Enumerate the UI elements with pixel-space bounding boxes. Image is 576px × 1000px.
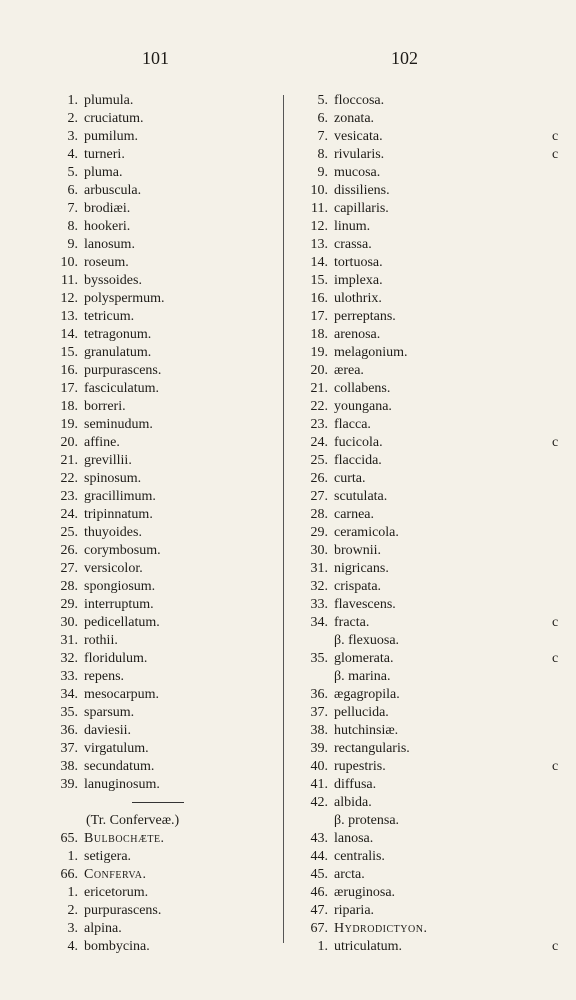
species-entry xyxy=(44,470,269,488)
species-entry xyxy=(294,434,564,452)
margin-mark: c xyxy=(552,615,559,630)
species-entry xyxy=(294,938,564,956)
species-entry xyxy=(44,902,269,920)
species-name: ceramicola. xyxy=(334,525,399,540)
species-name: utriculatum. xyxy=(334,939,403,954)
species-entry xyxy=(294,362,564,380)
species-name: roseum. xyxy=(84,255,129,270)
species-entry xyxy=(294,650,564,668)
variety-name: β. flexuosa. xyxy=(334,633,400,648)
species-entry xyxy=(44,236,269,254)
species-entry xyxy=(44,542,269,560)
species-entry xyxy=(44,776,269,794)
species-entry xyxy=(44,452,269,470)
entry-number: 23. xyxy=(310,417,328,432)
entry-number: 33. xyxy=(310,597,328,612)
species-entry xyxy=(294,884,564,902)
species-entry xyxy=(44,380,269,398)
species-name: lanuginosum. xyxy=(84,777,160,792)
species-name: affine. xyxy=(84,435,120,450)
species-entry xyxy=(294,290,564,308)
species-entry xyxy=(294,146,564,164)
species-entry xyxy=(44,416,269,434)
species-name: arbuscula. xyxy=(84,183,142,198)
species-entry xyxy=(294,344,564,362)
species-entry xyxy=(294,506,564,524)
species-name: purpurascens. xyxy=(84,903,162,918)
entry-number: 7. xyxy=(317,129,328,144)
entry-number: 34. xyxy=(60,687,78,702)
entry-number: 47. xyxy=(310,903,328,918)
species-name: carnea. xyxy=(334,507,375,522)
entry-number: 12. xyxy=(60,291,78,306)
entry-number: 9. xyxy=(317,165,328,180)
species-name: arcta. xyxy=(334,867,365,882)
species-name: pedicellatum. xyxy=(84,615,160,630)
entry-number: 37. xyxy=(310,705,328,720)
species-entry xyxy=(44,938,269,956)
entry-number: 25. xyxy=(60,525,78,540)
variety-entry xyxy=(294,632,564,650)
species-entry xyxy=(44,758,269,776)
entry-number: 18. xyxy=(60,399,78,414)
variety-entry xyxy=(294,812,564,830)
entry-number: 14. xyxy=(310,255,328,270)
section-heading xyxy=(44,812,269,830)
species-entry xyxy=(44,668,269,686)
species-entry xyxy=(294,578,564,596)
entry-number: 13. xyxy=(310,237,328,252)
species-entry xyxy=(44,506,269,524)
species-name: floccosa. xyxy=(334,93,385,108)
entry-number: 21. xyxy=(310,381,328,396)
genus-entry xyxy=(44,830,269,848)
entry-number: 3. xyxy=(67,921,78,936)
species-name: vesicata. xyxy=(334,129,383,144)
species-name: fucicola. xyxy=(334,435,383,450)
entry-number: 10. xyxy=(60,255,78,270)
species-entry xyxy=(294,164,564,182)
species-name: grevillii. xyxy=(84,453,132,468)
species-name: fasciculatum. xyxy=(84,381,160,396)
species-name: repens. xyxy=(84,669,125,684)
species-name: virgatulum. xyxy=(84,741,149,756)
entry-number: 9. xyxy=(67,237,78,252)
entry-number: 17. xyxy=(60,381,78,396)
species-name: versicolor. xyxy=(84,561,143,576)
species-name: flaccida. xyxy=(334,453,382,468)
species-name: tortuosa. xyxy=(334,255,383,270)
entry-number: 8. xyxy=(67,219,78,234)
species-name: ærea. xyxy=(334,363,364,378)
species-name: tetricum. xyxy=(84,309,135,324)
species-entry xyxy=(294,614,564,632)
species-name: ericetorum. xyxy=(84,885,149,900)
species-name: hookeri. xyxy=(84,219,131,234)
species-name: alpina. xyxy=(84,921,122,936)
species-name: turneri. xyxy=(84,147,125,162)
species-entry xyxy=(294,758,564,776)
species-entry xyxy=(44,146,269,164)
entry-number: 32. xyxy=(60,651,78,666)
species-entry xyxy=(44,398,269,416)
entry-number: 67. xyxy=(310,921,328,936)
species-name: arenosa. xyxy=(334,327,381,342)
entry-number: 22. xyxy=(60,471,78,486)
entry-number: 30. xyxy=(60,615,78,630)
entry-number: 5. xyxy=(317,93,328,108)
entry-number: 11. xyxy=(61,273,78,288)
entry-number: 15. xyxy=(310,273,328,288)
entry-number: 23. xyxy=(60,489,78,504)
species-name: mesocarpum. xyxy=(84,687,160,702)
species-entry xyxy=(44,596,269,614)
species-entry xyxy=(294,704,564,722)
species-name: riparia. xyxy=(334,903,375,918)
species-entry xyxy=(44,740,269,758)
species-name: byssoides. xyxy=(84,273,142,288)
species-name: setigera. xyxy=(84,849,132,864)
entry-number: 18. xyxy=(310,327,328,342)
species-entry xyxy=(294,740,564,758)
species-name: floridulum. xyxy=(84,651,148,666)
entry-number: 24. xyxy=(310,435,328,450)
entry-number: 4. xyxy=(67,147,78,162)
species-entry xyxy=(294,110,564,128)
species-name: zonata. xyxy=(334,111,375,126)
entry-number: 35. xyxy=(60,705,78,720)
species-entry xyxy=(44,182,269,200)
entry-number: 16. xyxy=(60,363,78,378)
entry-number: 29. xyxy=(60,597,78,612)
entry-number: 41. xyxy=(310,777,328,792)
entry-number: 3. xyxy=(67,129,78,144)
entry-number: 28. xyxy=(60,579,78,594)
species-entry xyxy=(44,614,269,632)
entry-number: 20. xyxy=(310,363,328,378)
entry-number: 7. xyxy=(67,201,78,216)
margin-mark: c xyxy=(552,939,559,954)
species-name: spongiosum. xyxy=(84,579,156,594)
species-entry xyxy=(44,650,269,668)
species-entry xyxy=(294,218,564,236)
entry-number: 45. xyxy=(310,867,328,882)
species-entry xyxy=(294,236,564,254)
variety-name: β. protensa. xyxy=(334,813,400,828)
section-heading-text: (Tr. Confervеæ.) xyxy=(86,813,180,828)
species-name: rectangularis. xyxy=(334,741,410,756)
species-name: melagonium. xyxy=(334,345,408,360)
entry-number: 22. xyxy=(310,399,328,414)
margin-mark: c xyxy=(552,147,559,162)
species-name: brodiæi. xyxy=(84,201,131,216)
genus-name: Conferva. xyxy=(84,867,147,882)
entry-number: 13. xyxy=(60,309,78,324)
species-name: centralis. xyxy=(334,849,385,864)
species-entry xyxy=(44,200,269,218)
species-name: youngana. xyxy=(334,399,392,414)
entry-number: 36. xyxy=(60,723,78,738)
entry-number: 42. xyxy=(310,795,328,810)
species-name: curta. xyxy=(334,471,366,486)
species-name: crispata. xyxy=(334,579,382,594)
species-entry xyxy=(44,164,269,182)
entry-number: 24. xyxy=(60,507,78,522)
entry-number: 19. xyxy=(310,345,328,360)
entry-number: 40. xyxy=(310,759,328,774)
species-entry xyxy=(44,704,269,722)
entry-number: 31. xyxy=(60,633,78,648)
page-number-left: 101 xyxy=(142,48,169,68)
species-name: interruptum. xyxy=(84,597,154,612)
entry-number: 21. xyxy=(60,453,78,468)
species-entry xyxy=(294,488,564,506)
species-entry xyxy=(44,308,269,326)
entry-number: 8. xyxy=(317,147,328,162)
entry-number: 19. xyxy=(60,417,78,432)
species-entry xyxy=(294,542,564,560)
species-entry xyxy=(294,848,564,866)
entry-number: 6. xyxy=(317,111,328,126)
entry-number: 20. xyxy=(60,435,78,450)
species-name: sparsum. xyxy=(84,705,135,720)
entry-number: 27. xyxy=(60,561,78,576)
species-name: scutulata. xyxy=(334,489,388,504)
entry-number: 39. xyxy=(60,777,78,792)
species-name: daviesii. xyxy=(84,723,132,738)
species-name: linum. xyxy=(334,219,371,234)
species-name: æruginosa. xyxy=(334,885,396,900)
species-entry xyxy=(294,398,564,416)
species-entry xyxy=(294,92,564,110)
species-name: mucosa. xyxy=(334,165,381,180)
entry-number: 38. xyxy=(310,723,328,738)
right-column-list xyxy=(294,92,564,956)
species-name: dissiliens. xyxy=(334,183,390,198)
species-name: rupestris. xyxy=(334,759,386,774)
species-entry xyxy=(294,272,564,290)
species-name: rivularis. xyxy=(334,147,385,162)
entry-number: 35. xyxy=(310,651,328,666)
entry-number: 17. xyxy=(310,309,328,324)
species-name: hutchinsiæ. xyxy=(334,723,399,738)
species-entry xyxy=(44,686,269,704)
entry-number: 38. xyxy=(60,759,78,774)
entry-number: 28. xyxy=(310,507,328,522)
species-entry xyxy=(294,560,564,578)
species-entry xyxy=(294,902,564,920)
entry-number: 46. xyxy=(310,885,328,900)
entry-number: 25. xyxy=(310,453,328,468)
species-entry xyxy=(44,578,269,596)
species-name: thuyoides. xyxy=(84,525,142,540)
entry-number: 29. xyxy=(310,525,328,540)
species-entry xyxy=(294,380,564,398)
species-entry xyxy=(44,488,269,506)
species-name: flavescens. xyxy=(334,597,396,612)
species-entry xyxy=(294,776,564,794)
species-entry xyxy=(44,920,269,938)
entry-number: 5. xyxy=(67,165,78,180)
entry-number: 30. xyxy=(310,543,328,558)
genus-name: Bulbochæte. xyxy=(84,831,165,846)
entry-number: 43. xyxy=(310,831,328,846)
species-entry xyxy=(44,524,269,542)
entry-number: 26. xyxy=(310,471,328,486)
section-rule xyxy=(44,794,269,812)
species-name: pellucida. xyxy=(334,705,389,720)
entry-number: 16. xyxy=(310,291,328,306)
species-entry xyxy=(294,416,564,434)
entry-number: 1. xyxy=(317,939,328,954)
species-entry xyxy=(294,326,564,344)
entry-number: 31. xyxy=(310,561,328,576)
species-name: cruciatum. xyxy=(84,111,144,126)
species-entry xyxy=(44,272,269,290)
species-entry xyxy=(294,308,564,326)
species-entry xyxy=(294,128,564,146)
margin-mark: c xyxy=(552,435,559,450)
entry-number: 34. xyxy=(310,615,328,630)
species-entry xyxy=(294,452,564,470)
entry-number: 36. xyxy=(310,687,328,702)
species-entry xyxy=(294,686,564,704)
species-entry xyxy=(294,794,564,812)
species-name: tripinnatum. xyxy=(84,507,153,522)
species-name: collabens. xyxy=(334,381,391,396)
species-name: borreri. xyxy=(84,399,126,414)
species-entry xyxy=(44,344,269,362)
species-name: fracta. xyxy=(334,615,370,630)
species-name: seminudum. xyxy=(84,417,153,432)
species-name: polyspermum. xyxy=(84,291,165,306)
species-entry xyxy=(44,848,269,866)
species-entry xyxy=(294,596,564,614)
species-name: capillaris. xyxy=(334,201,389,216)
species-entry xyxy=(44,560,269,578)
species-name: lanosa. xyxy=(334,831,374,846)
genus-entry xyxy=(44,866,269,884)
entry-number: 1. xyxy=(67,849,78,864)
entry-number: 33. xyxy=(60,669,78,684)
species-name: gracillimum. xyxy=(84,489,156,504)
entry-number: 44. xyxy=(310,849,328,864)
genus-entry xyxy=(294,920,564,938)
entry-number: 2. xyxy=(67,903,78,918)
species-name: lanosum. xyxy=(84,237,135,252)
species-name: bombycina. xyxy=(84,939,150,954)
species-name: pumilum. xyxy=(84,129,139,144)
column-divider xyxy=(283,95,284,943)
species-name: rothii. xyxy=(84,633,118,648)
margin-mark: c xyxy=(552,129,559,144)
species-entry xyxy=(44,326,269,344)
entry-number: 65. xyxy=(60,831,78,846)
species-entry xyxy=(44,254,269,272)
species-name: ulothrix. xyxy=(334,291,382,306)
species-name: brownii. xyxy=(334,543,382,558)
species-entry xyxy=(294,830,564,848)
species-name: ægagropila. xyxy=(334,687,400,702)
species-name: nigricans. xyxy=(334,561,389,576)
species-entry xyxy=(44,218,269,236)
entry-number: 26. xyxy=(60,543,78,558)
species-entry xyxy=(44,110,269,128)
species-entry xyxy=(294,182,564,200)
horizontal-rule xyxy=(132,802,184,803)
species-entry xyxy=(294,470,564,488)
entry-number: 2. xyxy=(67,111,78,126)
page-number-right: 102 xyxy=(391,48,418,68)
species-entry xyxy=(294,866,564,884)
species-entry xyxy=(44,92,269,110)
species-entry xyxy=(44,884,269,902)
genus-name: Hydrodictyon. xyxy=(334,921,428,936)
entry-number: 1. xyxy=(67,93,78,108)
species-name: albida. xyxy=(334,795,372,810)
species-name: flacca. xyxy=(334,417,371,432)
species-entry xyxy=(44,632,269,650)
entry-number: 10. xyxy=(310,183,328,198)
species-entry xyxy=(294,200,564,218)
species-name: plumula. xyxy=(84,93,134,108)
species-name: corymbosum. xyxy=(84,543,161,558)
entry-number: 11. xyxy=(311,201,328,216)
variety-entry xyxy=(294,668,564,686)
entry-number: 4. xyxy=(67,939,78,954)
entry-number: 12. xyxy=(310,219,328,234)
species-name: crassa. xyxy=(334,237,372,252)
entry-number: 32. xyxy=(310,579,328,594)
species-name: purpurascens. xyxy=(84,363,162,378)
entry-number: 1. xyxy=(67,885,78,900)
species-name: glomerata. xyxy=(334,651,394,666)
species-name: secundatum. xyxy=(84,759,155,774)
entry-number: 39. xyxy=(310,741,328,756)
entry-number: 6. xyxy=(67,183,78,198)
species-entry xyxy=(294,722,564,740)
species-name: pluma. xyxy=(84,165,123,180)
entry-number: 14. xyxy=(60,327,78,342)
variety-name: β. marina. xyxy=(334,669,391,684)
entry-number: 27. xyxy=(310,489,328,504)
species-name: granulatum. xyxy=(84,345,152,360)
species-name: tetragonum. xyxy=(84,327,152,342)
species-entry xyxy=(44,722,269,740)
species-name: implexa. xyxy=(334,273,383,288)
species-name: diffusa. xyxy=(334,777,377,792)
margin-mark: c xyxy=(552,651,559,666)
species-name: perreptans. xyxy=(334,309,396,324)
entry-number: 66. xyxy=(60,867,78,882)
species-entry xyxy=(294,254,564,272)
entry-number: 37. xyxy=(60,741,78,756)
entry-number: 15. xyxy=(60,345,78,360)
left-column-list xyxy=(44,92,269,956)
species-entry xyxy=(44,290,269,308)
species-entry xyxy=(44,128,269,146)
species-entry xyxy=(44,362,269,380)
margin-mark: c xyxy=(552,759,559,774)
species-name: spinosum. xyxy=(84,471,142,486)
species-entry xyxy=(44,434,269,452)
species-entry xyxy=(294,524,564,542)
